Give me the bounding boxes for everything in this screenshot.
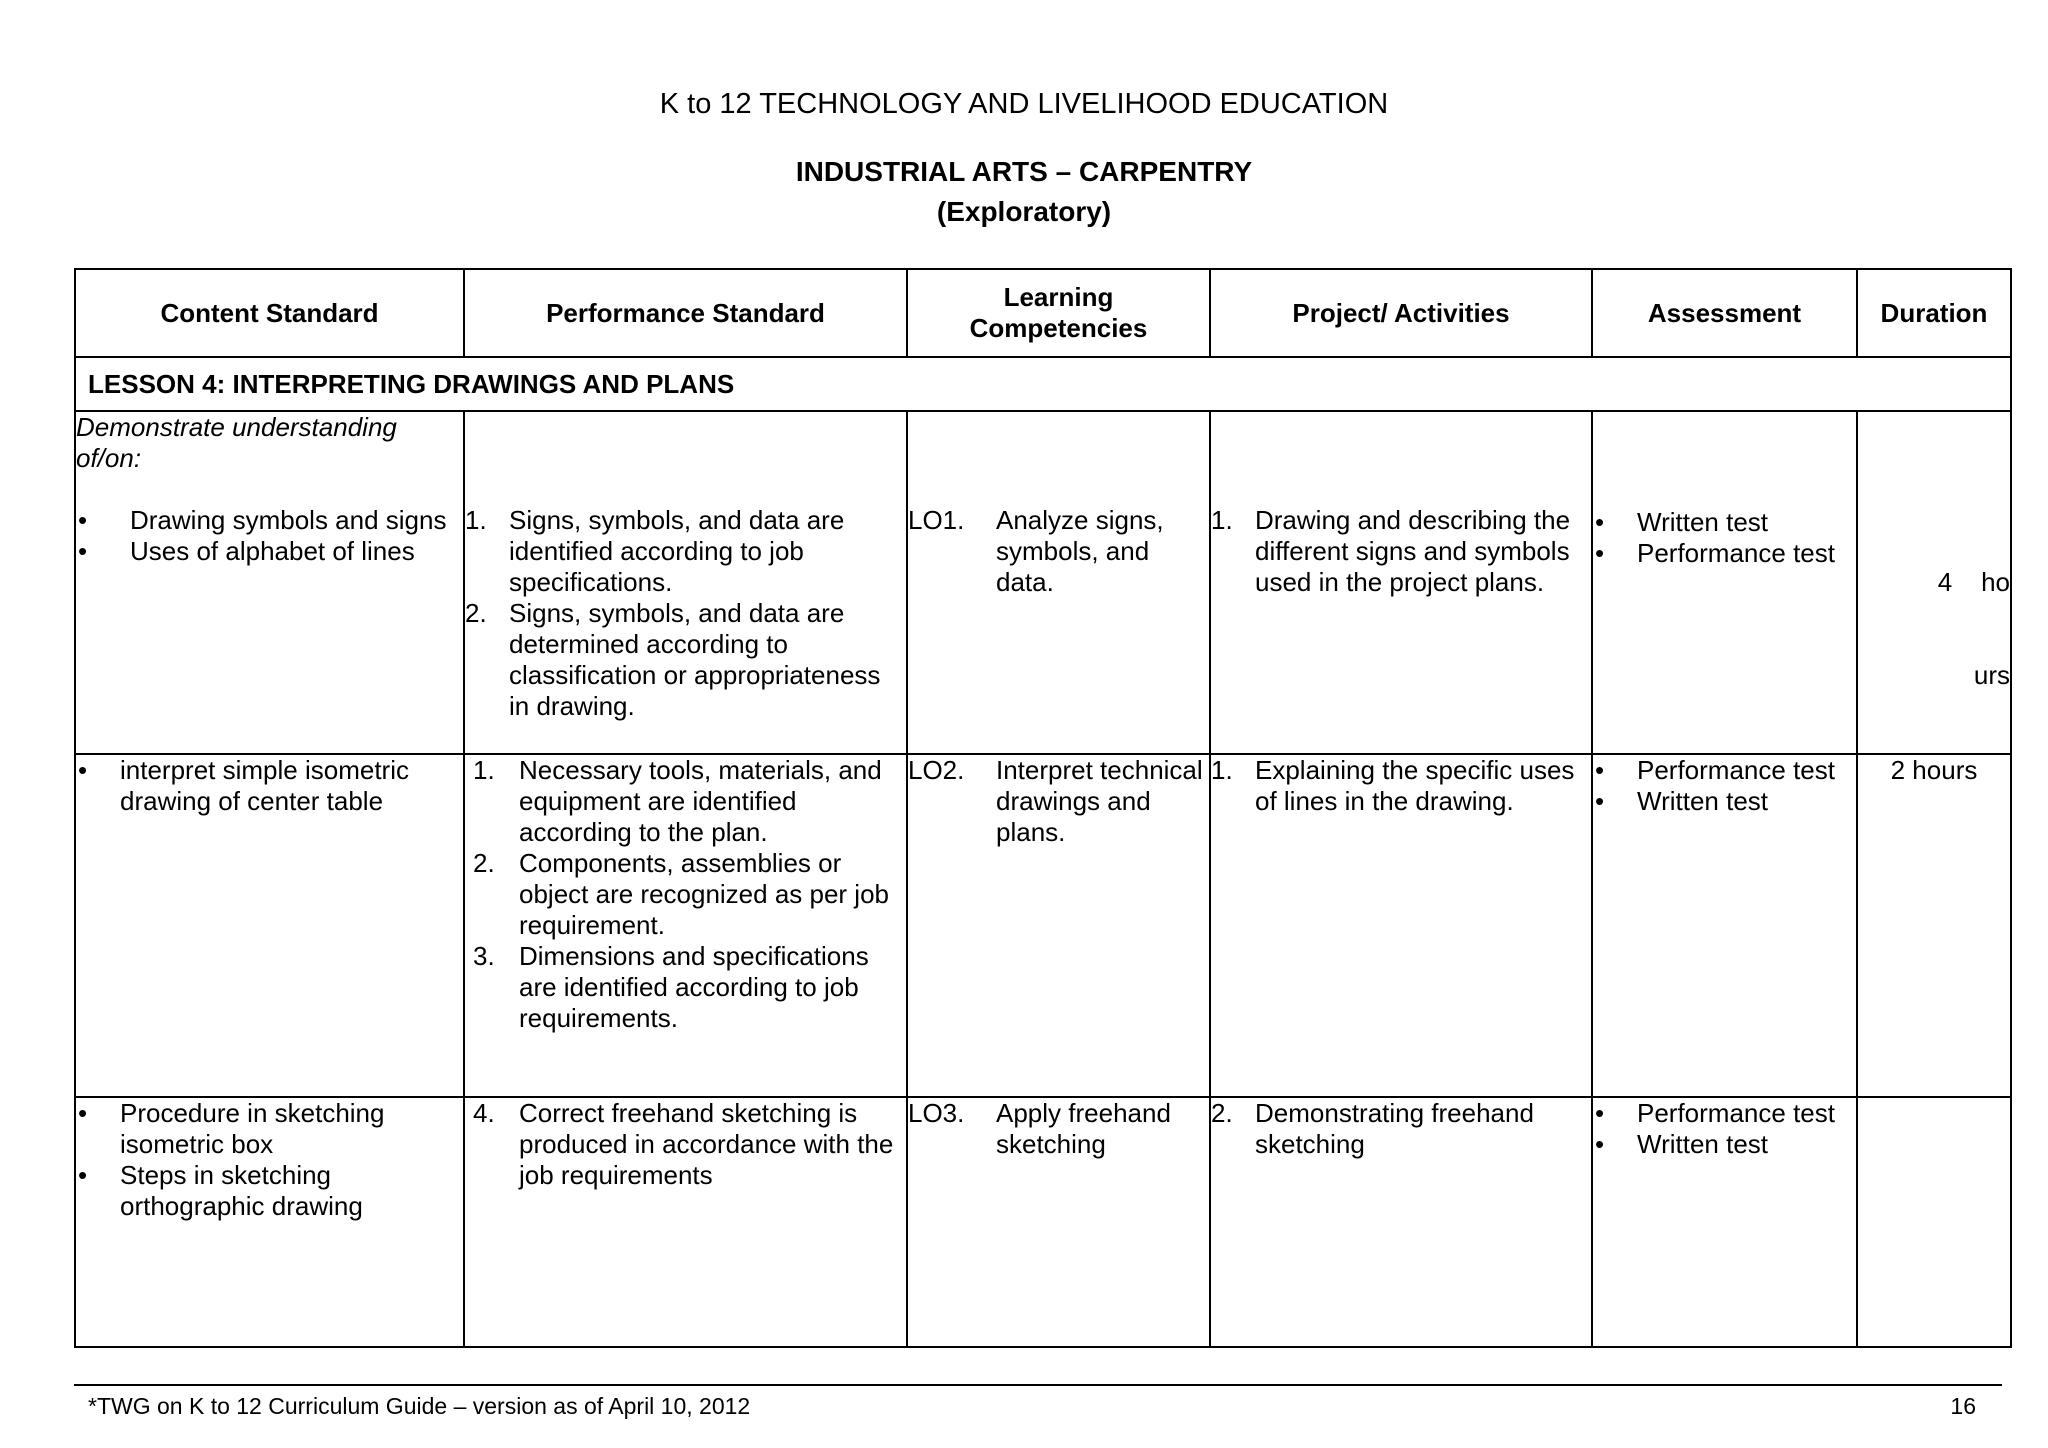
item-text: Signs, symbols, and data are identified according to job specifications.	[509, 505, 845, 597]
list-item	[465, 1098, 906, 1191]
item-text: Signs, symbols, and data are determined according to classification or appropriateness in drawing.	[509, 598, 881, 721]
document-subtitle	[0, 152, 2048, 232]
performance-standard-cell	[464, 754, 907, 1097]
col-performance-standard: Performance Standard	[464, 269, 907, 357]
list-item	[465, 755, 906, 848]
item-number: 2.	[1211, 1098, 1233, 1128]
learning-competency-cell	[907, 1097, 1210, 1347]
list-item: • Performance test	[1593, 538, 1856, 569]
duration-cell	[1857, 1097, 2011, 1347]
col-project-activities: Project/ Activities	[1210, 269, 1592, 357]
item-number: 2.	[465, 598, 487, 628]
assessment-cell	[1592, 411, 1857, 754]
page-number: 16	[1950, 1393, 1976, 1419]
lo-text: Interpret technical drawings and plans.	[996, 755, 1203, 847]
footer-divider	[74, 1384, 2002, 1386]
list-item	[465, 941, 906, 1034]
col-learning-competencies-line-1: Learning	[1003, 282, 1114, 312]
lesson-title: LESSON 4: INTERPRETING DRAWINGS AND PLANS	[75, 357, 2011, 411]
lo-text: Apply freehand sketching	[996, 1098, 1171, 1159]
table-row	[75, 1097, 2011, 1347]
list-item	[1211, 755, 1591, 817]
list-item: • Performance test	[1593, 1098, 1856, 1129]
list-item	[1211, 505, 1591, 598]
item-text: Explaining the specific uses of lines in the drawing.	[1255, 755, 1575, 816]
project-activity-cell	[1210, 754, 1592, 1097]
subtitle-line-2: (Exploratory)	[936, 196, 1112, 227]
list-item: • Written test	[1593, 1129, 1856, 1160]
item-text: Necessary tools, materials, and equipment are identified according to the plan.	[519, 755, 882, 847]
item-text: Drawing and describing the different signs and symbols used in the project plans.	[1255, 505, 1571, 597]
list-item: • Procedure in sketching isometric box	[76, 1098, 463, 1160]
list-item: • interpret simple isometric drawing of center table	[76, 755, 463, 817]
performance-standard-cell	[464, 1097, 907, 1347]
col-learning-competencies-line-2: Competencies	[969, 313, 1148, 343]
list-item: • Written test	[1593, 786, 1856, 817]
content-standard-cell	[75, 411, 464, 754]
lo-code: LO3.	[908, 1098, 965, 1128]
project-activity-cell	[1210, 411, 1592, 754]
assessment-cell	[1592, 754, 1857, 1097]
duration-cell	[1857, 411, 2011, 754]
duration-line-2: urs	[1973, 660, 2010, 690]
subtitle-line-1: INDUSTRIAL ARTS – CARPENTRY	[795, 156, 1253, 187]
duration-cell: 2 hours	[1857, 754, 2011, 1097]
item-text: Demonstrating freehand sketching	[1255, 1098, 1534, 1159]
col-duration: Duration	[1857, 269, 2011, 357]
lesson-row	[75, 357, 2011, 411]
assessment-cell	[1592, 1097, 1857, 1347]
list-item: • Written test	[1593, 507, 1856, 538]
list-item: • Uses of alphabet of lines	[76, 536, 463, 567]
list-item: • Performance test	[1593, 755, 1856, 786]
item-number: 1.	[1211, 505, 1233, 535]
item-text: Correct freehand sketching is produced in accordance with the job requirements	[519, 1098, 894, 1190]
item-text: Components, assemblies or object are recognized as per job requirement.	[519, 848, 890, 940]
content-intro-line-2: of/on:	[76, 443, 142, 473]
lo-code: LO1.	[908, 505, 965, 535]
item-text: Dimensions and specifications are identified according to job requirements.	[519, 941, 869, 1033]
col-learning-competencies	[907, 269, 1210, 357]
item-number: 1.	[465, 505, 487, 535]
list-item	[1211, 1098, 1591, 1160]
curriculum-table	[74, 268, 2012, 1348]
learning-competency-cell	[907, 411, 1210, 754]
item-number: 3.	[473, 941, 495, 971]
duration-line-1: 4 ho	[1937, 567, 2010, 597]
table-row	[75, 754, 2011, 1097]
performance-standard-cell	[464, 411, 907, 754]
list-item	[465, 505, 906, 598]
lo-text: Analyze signs, symbols, and data.	[996, 505, 1164, 597]
header-row	[75, 269, 2011, 357]
table-row	[75, 411, 2011, 754]
content-intro-line-1: Demonstrate understanding	[76, 412, 397, 442]
learning-competency-cell	[907, 754, 1210, 1097]
item-number: 1.	[473, 755, 495, 785]
item-number: 2.	[473, 848, 495, 878]
content-standard-cell	[75, 754, 464, 1097]
list-item: • Drawing symbols and signs	[76, 505, 463, 536]
footer-text: *TWG on K to 12 Curriculum Guide – version as of April 10, 2012	[88, 1393, 751, 1419]
content-standard-cell	[75, 1097, 464, 1347]
list-item: • Steps in sketching orthographic drawing	[76, 1160, 463, 1222]
project-activity-cell	[1210, 1097, 1592, 1347]
col-content-standard: Content Standard	[75, 269, 464, 357]
item-number: 4.	[473, 1098, 495, 1128]
list-item	[465, 598, 906, 722]
list-item	[465, 848, 906, 941]
document-title: K to 12 TECHNOLOGY AND LIVELIHOOD EDUCATION	[659, 88, 1389, 120]
lo-code: LO2.	[908, 755, 965, 785]
col-assessment: Assessment	[1592, 269, 1857, 357]
item-number: 1.	[1211, 755, 1233, 785]
